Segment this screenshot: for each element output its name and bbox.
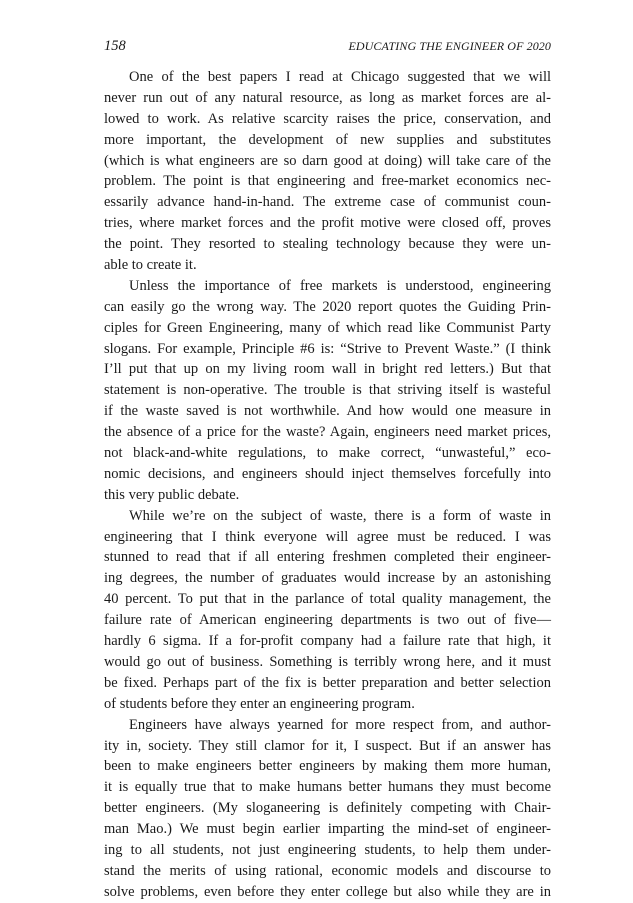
text-line: lowed to work. As relative scarcity raises the price, conservation, and — [104, 110, 551, 127]
text-line: Engineers have always yearned for more respect from, and author- — [129, 716, 551, 733]
text-line: ing degrees, the number of graduates would increase by an astonishing — [104, 570, 551, 587]
text-line: While we’re on the subject of waste, there is a form of waste in — [129, 507, 551, 524]
text-line: engineering that I think everyone will agree must be reduced. I was — [104, 528, 551, 545]
text-line: slogans. For example, Principle #6 is: “Strive to Prevent Waste.” (I think — [104, 340, 551, 357]
text-line: able to create it. — [104, 257, 197, 274]
text-line: better engineers. (My sloganeering is definitely competing with Chair- — [104, 800, 551, 817]
text-line: stand the merits of using rational, economic models and discourse to — [104, 862, 551, 879]
text-line: would go out of business. Something is terribly wrong here, and it must — [104, 653, 551, 670]
text-line: nomic decisions, and engineers should inject themselves forcefully into — [104, 465, 551, 482]
text-line: it is equally true that to make humans better humans they must become — [104, 779, 551, 796]
text-line: One of the best papers I read at Chicago suggested that we will — [129, 69, 551, 85]
text-line: been to make engineers better engineers by making them more human, — [104, 758, 551, 775]
text-line: man Mao.) We must begin earlier imparting the mind-set of engineer- — [104, 821, 551, 838]
running-head — [104, 38, 551, 56]
text-line: I’ll put that up on my living room wall in bright red letters.) But that — [104, 361, 551, 378]
text-line: ing to all students, not just engineering students, to help them under- — [104, 841, 551, 858]
text-line: hardly 6 sigma. If a for-profit company had a failure rate that high, it — [104, 633, 551, 650]
text-line: can easily go the wrong way. The 2020 report quotes the Guiding Prin- — [104, 298, 551, 315]
body-text — [104, 67, 551, 903]
text-line: ity in, society. They still clamor for it, I suspect. But if an answer has — [104, 737, 551, 754]
text-line: the absence of a price for the waste? Again, engineers need market prices, — [104, 424, 551, 441]
text-line: the point. They resorted to stealing technology because they were un- — [104, 236, 551, 253]
text-line: (which is what engineers are so darn good at doing) will take care of the — [104, 152, 551, 169]
text-line: this very public debate. — [104, 486, 240, 503]
running-title: EDUCATING THE ENGINEER OF 2020 — [348, 39, 551, 53]
text-line: solve problems, even before they enter college but also while they are in — [104, 883, 551, 900]
text-line: of students before they enter an engineering program. — [104, 695, 415, 712]
text-line: more important, the development of new supplies and substitutes — [104, 131, 551, 148]
text-line: statement is non-operative. The trouble is that striving itself is wasteful — [104, 382, 551, 399]
text-line: ciples for Green Engineering, many of which read like Communist Party — [104, 319, 551, 336]
text-line: not black-and-white regulations, to make correct, “unwasteful,” eco- — [104, 445, 551, 462]
text-line: tries, where market forces and the profit motive were closed off, proves — [104, 215, 551, 232]
page-number: 158 — [104, 38, 126, 54]
text-line: essarily advance hand-in-hand. The extreme case of communist coun- — [104, 194, 551, 211]
text-line: be fixed. Perhaps part of the fix is better preparation and better selection — [104, 674, 551, 691]
text-line: never run out of any natural resource, as long as market forces are al- — [104, 89, 551, 106]
text-line: problem. The point is that engineering and free-market economics nec- — [104, 173, 551, 190]
text-line: if the waste saved is not worthwhile. And how would one measure in — [104, 403, 551, 420]
text-line: 40 percent. To put that in the parlance of total quality management, the — [104, 591, 551, 608]
text-line: Unless the importance of free markets is understood, engineering — [129, 277, 551, 294]
text-line: stunned to read that if all entering freshmen completed their engineer- — [104, 549, 551, 566]
text-line: failure rate of American engineering departments is two out of five— — [104, 612, 551, 629]
